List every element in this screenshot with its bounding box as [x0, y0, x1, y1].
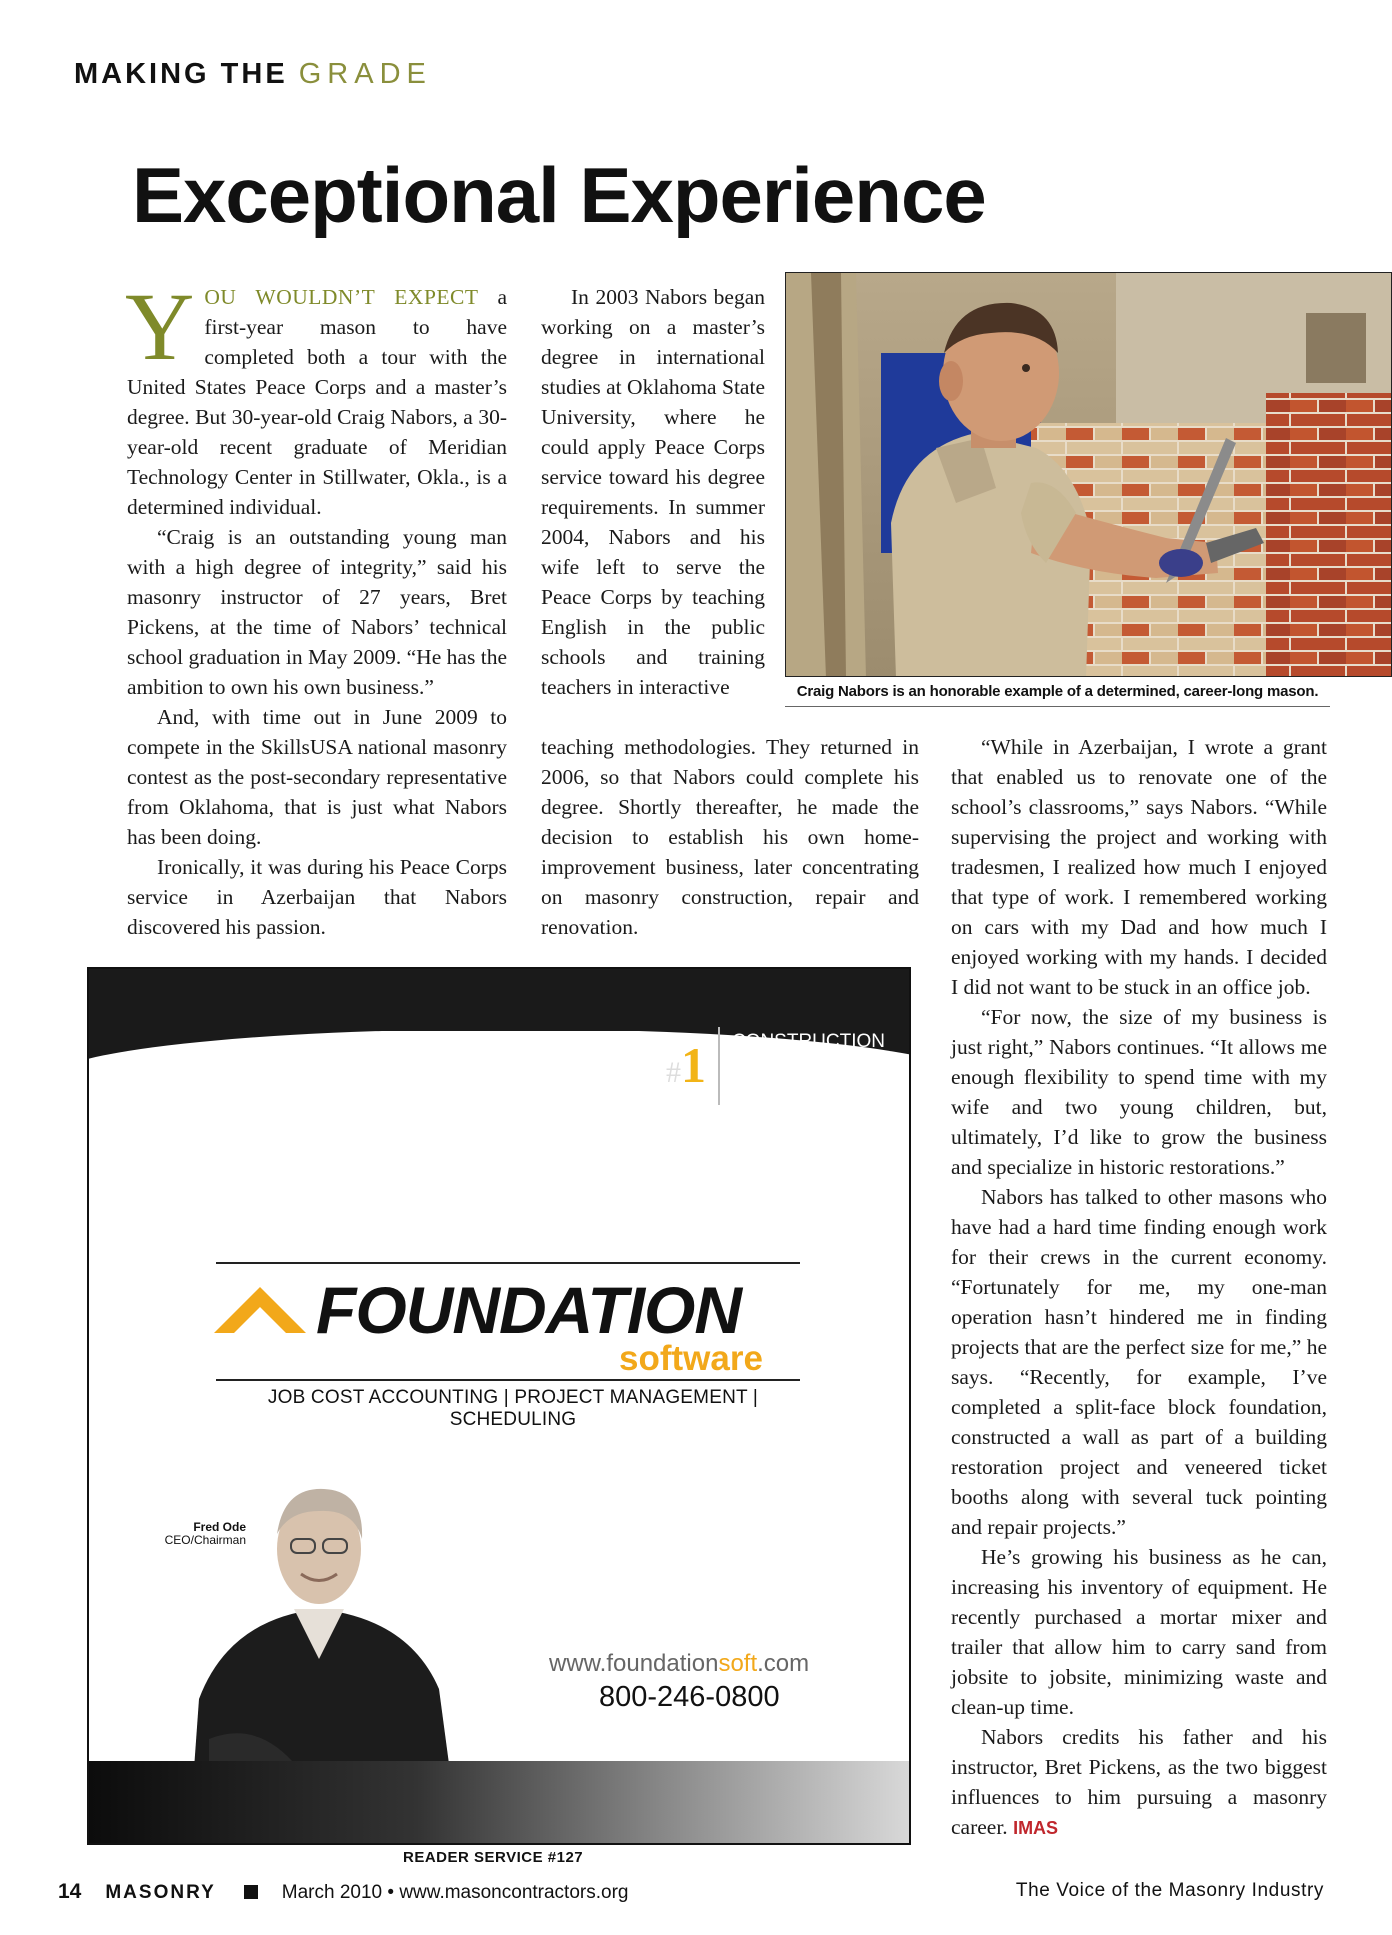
- article-paragraph-3: And, with time out in June 2009 to compete in the SkillsUSA national masonry contest as the post-secondary representative from Oklahoma, that is just what Nabors has been doing.: [127, 705, 507, 849]
- magazine-name: MASONRY: [105, 1882, 216, 1903]
- ad-url-part: www.foundation: [549, 1650, 719, 1677]
- article-paragraph-2: “Craig is an outstanding young man with a high degree of integrity,” said his masonry instructor of 27 years, Bret Pickens, at the time of Nabors’ technical school graduation in May 2009. “He has the ambition to own his own business.”: [127, 525, 507, 699]
- page-number: 14: [58, 1880, 82, 1903]
- footer-left: [58, 1880, 628, 1904]
- article-paragraph-4: Ironically, it was during his Peace Corps service in Azerbaijan that Nabors discovered his passion.: [127, 855, 507, 939]
- ad-logo-rule-top: [216, 1262, 800, 1264]
- ad-rank-banner: [541, 1027, 885, 1105]
- article-column-3: [951, 732, 1327, 1843]
- ad-brand-sub: software: [619, 1339, 763, 1378]
- ad-product-lines: [732, 1029, 885, 1104]
- ad-person-name: Fred Ode: [193, 1520, 246, 1534]
- ad-person-label: [136, 1521, 246, 1547]
- photo-caption: Craig Nabors is an honorable example of a determined, career-long mason.: [785, 683, 1330, 707]
- lead-in: OU WOULDN’T EXPECT: [204, 285, 479, 309]
- article-headline: Exceptional Experience: [132, 151, 986, 239]
- ad-top-band-upper: [89, 969, 909, 1031]
- ad-logo: [214, 1272, 741, 1348]
- ad-product-line: ACCOUNTING: [731, 1055, 860, 1077]
- ad-rank-hash: #: [665, 1055, 681, 1089]
- section-label-prefix: MAKING THE: [74, 58, 288, 90]
- advertisement[interactable]: [87, 967, 911, 1845]
- ad-product-line: CONSTRUCTION: [731, 1030, 885, 1052]
- article-paragraph-5a: In 2003 Nabors began working on a master’s degree in international studies at Oklahoma State University, where he could apply Peace Corps service toward his degree requirements. In summer 2004, Nabors and his wife left to serve the Peace Corps by teaching English in the public schools and training teachers in interactive: [541, 285, 765, 699]
- ad-url-link[interactable]: [549, 1650, 809, 1678]
- ad-rank-divider: [718, 1027, 720, 1105]
- ad-product-line: SOFTWARE: [731, 1080, 839, 1102]
- foundation-chevron-icon: [214, 1287, 306, 1333]
- footer-tagline: The Voice of the Masonry Industry: [1015, 1880, 1324, 1901]
- issue-info: March 2010 • www.masoncontractors.org: [281, 1882, 629, 1903]
- article-paragraph-6: “While in Azerbaijan, I wrote a grant that enabled us to renovate one of the school’s classrooms,” says Nabors. “While supervising the project and working with tradesmen, I realized how much I enjoyed that type of work. I remembered working on cars with my Dad and how much I enjoyed working with my hands. I decided I did not want to be stuck in an office job.: [951, 735, 1327, 999]
- article-paragraph-7: “For now, the size of my business is just right,” Nabors continues. “It allows me enough flexibility to spend time with my wife and two young children, but, ultimately, I’d like to grow the business and specialize in historic restorations.”: [951, 1005, 1327, 1179]
- reader-service: READER SERVICE #127: [403, 1849, 584, 1866]
- article-column-2-bottom: [541, 732, 919, 942]
- ad-logo-rule-bottom: [216, 1379, 800, 1381]
- end-mark: IMAS: [1013, 1818, 1059, 1838]
- article-paragraph-8: Nabors has talked to other masons who have had a hard time finding enough work for their crews in the current economy. “Fortunately for me, my one-man operation hasn’t hindered me in finding projects that are the perfect size for me,” he says. “Recently, for example, I’ve completed a split-face block foundation, constructed a wall as part of a building restoration project and veneered ticket booths along with several tuck pointing and repair projects.”: [951, 1185, 1327, 1539]
- article-paragraph-5b: teaching methodologies. They returned in 2006, so that Nabors could complete his degree. Shortly thereafter, he made the decision to establish his own home-improvement business, later concentrating on masonry construction, repair and renovation.: [541, 735, 919, 939]
- ad-url-part: .com: [757, 1650, 810, 1677]
- paragraph-1-text: a first-year mason to have completed both a tour with the United States Peace Corps and a master’s degree. But 30-year-old Craig Nabors, a 30-year-old recent graduate of Meridian Technology Center in Stillwater, Okla., is a determined individual.: [127, 285, 508, 519]
- ad-url-accent: soft: [718, 1650, 758, 1677]
- article-column-2-top: [541, 282, 765, 702]
- article-paragraph-10: [951, 1722, 1327, 1843]
- mason-photo-illustration: [786, 273, 1392, 677]
- article-photo: [785, 272, 1392, 677]
- ad-tagline: JOB COST ACCOUNTING | PROJECT MANAGEMENT | SCHEDULING: [267, 1387, 759, 1430]
- article-paragraph-1: [125, 273, 508, 522]
- drop-cap: Y: [125, 273, 195, 380]
- article-paragraph-9: He’s growing his business as he can, increasing his inventory of equipment. He recently purchased a mortar mixer and trailer that allow him to carry sand from jobsite to jobsite, minimizing waste and clean-up time.: [951, 1545, 1327, 1719]
- paragraph-10-text: Nabors credits his father and his instructor, Bret Pickens, as the two biggest influences to him pursuing a masonry career.: [951, 1725, 1327, 1839]
- ad-person-title: CEO/Chairman: [164, 1533, 246, 1547]
- article-column-1: [125, 273, 508, 942]
- ad-brand: FOUNDATION: [316, 1273, 742, 1347]
- ad-bottom-band: [89, 1761, 909, 1843]
- section-label-accent: GRADE: [298, 58, 432, 90]
- section-label: [74, 58, 432, 91]
- ad-phone: 800-246-0800: [599, 1681, 780, 1713]
- ad-rank-prefix: AMERICA’S: [541, 1063, 658, 1087]
- ad-rank-number: 1: [680, 1036, 706, 1093]
- square-bullet-icon: [244, 1885, 258, 1899]
